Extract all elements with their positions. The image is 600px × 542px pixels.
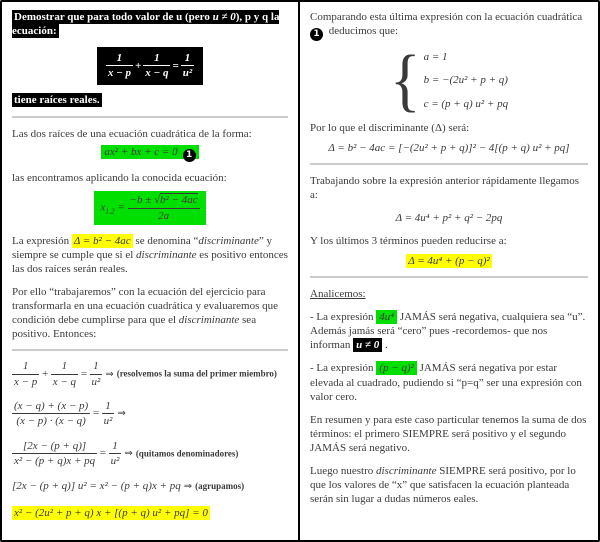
denominator: u² <box>103 415 113 428</box>
numerator: (x − q) + (x − p) <box>12 400 90 414</box>
numerator: 1 <box>106 52 133 66</box>
math-expression: [2x − (p + q)] u² = x² − (p + q)x + pq <box>12 480 181 493</box>
fraction <box>90 360 103 388</box>
coefficients-system <box>310 40 588 119</box>
fraction <box>12 360 39 388</box>
math-expression <box>12 360 102 388</box>
system-lines <box>424 50 509 110</box>
italic-discriminante: discriminante <box>375 464 437 477</box>
left-brace: { <box>389 40 421 119</box>
quadratic-equation-highlight <box>101 145 198 159</box>
paragraph-summary: En resumen y para este caso particular tenemos la suma de dos términos: el primero SIEMPRE será positivo y el segundo JAMÁS será negativo. <box>310 413 587 454</box>
text-run: Por ello “trabajaremos” con la ecuación del ejercicio para transformarla en una ecuación cuadrática y evaluaremos que condición debe cumplirse para que el <box>12 286 279 327</box>
analysis-heading-text: Analicemos: <box>310 288 366 301</box>
circled-one-badge: 1 <box>310 28 323 41</box>
work-step-1 <box>12 360 288 388</box>
paragraph-known-formula: las encontramos aplicando la conocida ecuación: <box>12 172 227 185</box>
numerator <box>128 194 200 208</box>
numerator: 1 <box>90 360 103 374</box>
italic-discriminante: discriminante <box>136 248 197 261</box>
fraction <box>181 52 194 80</box>
text-run: es positivo entonces las dos raíces serán reales. <box>12 248 288 276</box>
discriminant-expansion-line <box>310 141 588 155</box>
implies-arrow: ⇒ <box>117 408 126 420</box>
work-step-3 <box>12 440 288 468</box>
implies-arrow: ⇒ <box>105 368 114 380</box>
subscript: 1,2 <box>105 206 115 216</box>
text-run: Demostrar que para todo valor de u (pero <box>14 11 213 23</box>
denominator: 2a <box>158 209 170 222</box>
problem-statement-highlight <box>12 10 279 38</box>
denominator: u² <box>110 455 120 468</box>
math-run: −b ± <box>129 194 154 207</box>
roots-formula-highlight <box>94 191 205 225</box>
coefficient-c: c = (p + q) u² + pq <box>423 97 509 110</box>
numerator: [2x − (p + q)] <box>12 440 97 454</box>
main-equation <box>97 47 203 85</box>
denominator: u² <box>182 67 193 80</box>
fraction <box>12 440 97 468</box>
fraction <box>12 400 90 428</box>
plus-operator: + <box>135 59 142 72</box>
equals-operator: = <box>172 59 179 72</box>
denominator: x − p <box>107 67 131 80</box>
text-run: deducimos que: <box>326 25 399 38</box>
text-run: sea positivo. Entonces: <box>12 314 257 341</box>
denominator: (x − p) · (x − q) <box>16 415 86 428</box>
term-pq-squared-highlight: (p − q)² <box>376 361 417 375</box>
fraction <box>51 360 78 388</box>
text-run: Comparando esta última expresión con la ecuación cuadrática <box>310 11 583 23</box>
final-quadratic-highlight: x² − (2u² + p + q) x + [(p + q) u² + pq] = 0 <box>14 507 208 520</box>
implies-arrow: ⇒ <box>183 481 193 493</box>
quadratic-equation-line <box>12 145 288 162</box>
separator-line <box>12 116 288 118</box>
math-expression <box>12 439 121 468</box>
paragraph-working: Trabajando sobre la expresión anterior rápidamente llegamos a: <box>310 174 580 201</box>
denominator: u² <box>91 375 101 388</box>
paragraph-discriminant-def <box>12 234 288 276</box>
separator-line <box>310 163 588 165</box>
paragraph-discriminant-will-be: Por lo que el discriminante (Δ) será: <box>310 121 470 134</box>
separator-line <box>310 276 588 278</box>
step-note: (resolvemos la suma del primer miembro) <box>116 368 277 379</box>
work-step-2 <box>12 400 288 428</box>
analysis-bullet-2 <box>310 361 588 403</box>
denominator: x² − (p + q)x + pq <box>14 455 96 468</box>
text-run: Luego nuestro <box>310 464 376 477</box>
delta-final-line <box>310 254 588 268</box>
plus-operator: + <box>41 367 49 380</box>
tagline-highlight: tiene raíces reales. <box>14 93 100 106</box>
numerator: 1 <box>109 440 122 454</box>
analysis-bullet-1 <box>310 310 588 352</box>
problem-statement <box>12 10 288 38</box>
fraction <box>106 52 133 80</box>
numerator: 1 <box>12 360 39 374</box>
text-run: se denomina “ <box>132 234 199 247</box>
text-run: La expresión <box>12 234 72 247</box>
coefficient-a: a = 1 <box>423 51 448 64</box>
text-run: ), p y q la ecuación: <box>12 11 280 38</box>
u-not-zero-math: u ≠ 0 <box>212 11 236 23</box>
delta-final-highlight: Δ = 4u⁴ + (p − q)² <box>408 255 490 268</box>
fraction <box>102 400 115 428</box>
text-run: ” y siempre se cumple que si el <box>12 234 272 261</box>
text-run: JAMÁS será negativa, cualquiera sea “u”. Además jamás será “cero” pues -recordemos- que nos informan <box>310 311 586 352</box>
step-note: (quitamos denominadores) <box>135 448 239 459</box>
italic-discriminante: discriminante <box>198 234 259 247</box>
text-run: - La expresión <box>310 311 377 324</box>
math-run: ax² + bx + c = 0 <box>104 145 178 158</box>
radicand: b² − 4ac <box>160 194 198 207</box>
math-expression: Δ = b² − 4ac = [−(2u² + p + q)]² − 4[(p + q) u² + pq] <box>328 141 570 154</box>
italic-discriminante: discriminante <box>178 314 240 327</box>
u-not-zero-highlight: u ≠ 0 <box>353 338 382 352</box>
implies-arrow: ⇒ <box>124 448 133 460</box>
analysis-heading <box>310 287 588 301</box>
paragraph-reduce: Y los últimos 3 términos pueden reducirse a: <box>310 234 507 247</box>
text-run: SIEMPRE será positivo, por lo que los valores de “x” que satisfacen la ecuación planteada serán sin lugar a dudas números eales. <box>310 464 576 506</box>
coefficient-b: b = −(2u² + p + q) <box>423 74 508 87</box>
text-run: . <box>382 339 388 352</box>
fraction <box>128 194 200 222</box>
equals-operator: = <box>99 447 107 460</box>
roots-formula-line <box>12 191 288 225</box>
circled-one-badge: 1 <box>183 149 196 162</box>
numerator: 1 <box>181 52 194 66</box>
equals-operator: = <box>92 407 100 420</box>
delta-simplified-line <box>310 211 588 225</box>
discriminant-formula-highlight: Δ = b² − 4ac <box>73 234 131 247</box>
text-run: JAMÁS será negativa por estar elevada al cuadrado, pudiendo si “p=q” ser una expresión con valor cero. <box>310 362 582 403</box>
denominator: x − q <box>145 67 169 80</box>
paragraph-plan <box>12 285 288 341</box>
work-step-4 <box>12 479 288 494</box>
paragraph-conclusion <box>310 464 588 506</box>
paragraph-comparing <box>310 10 588 41</box>
fraction <box>109 440 122 468</box>
conclusion-statement <box>12 93 288 107</box>
separator-line <box>12 349 288 351</box>
denominator: x − p <box>14 375 38 388</box>
term-4u4-highlight: 4u⁴ <box>376 310 397 324</box>
radical-sign: √ <box>154 194 161 207</box>
equals-operator: = <box>80 367 88 380</box>
right-column <box>300 2 598 540</box>
equals-operator: = <box>114 201 128 214</box>
fraction <box>143 52 170 80</box>
numerator: 1 <box>143 52 170 66</box>
step-note: (agrupamos) <box>195 481 245 492</box>
math-expression: Δ = 4u⁴ + p² + q² − 2pq <box>395 211 503 224</box>
numerator: 1 <box>51 360 78 374</box>
numerator: 1 <box>102 400 115 414</box>
math-run: x <box>100 201 106 214</box>
text-run: - La expresión <box>310 362 377 375</box>
denominator: x − q <box>52 375 77 388</box>
work-result <box>12 506 288 520</box>
paragraph-quadratic-intro: Las dos raíces de una ecuación cuadrática de la forma: <box>12 127 252 140</box>
left-column <box>2 2 300 540</box>
